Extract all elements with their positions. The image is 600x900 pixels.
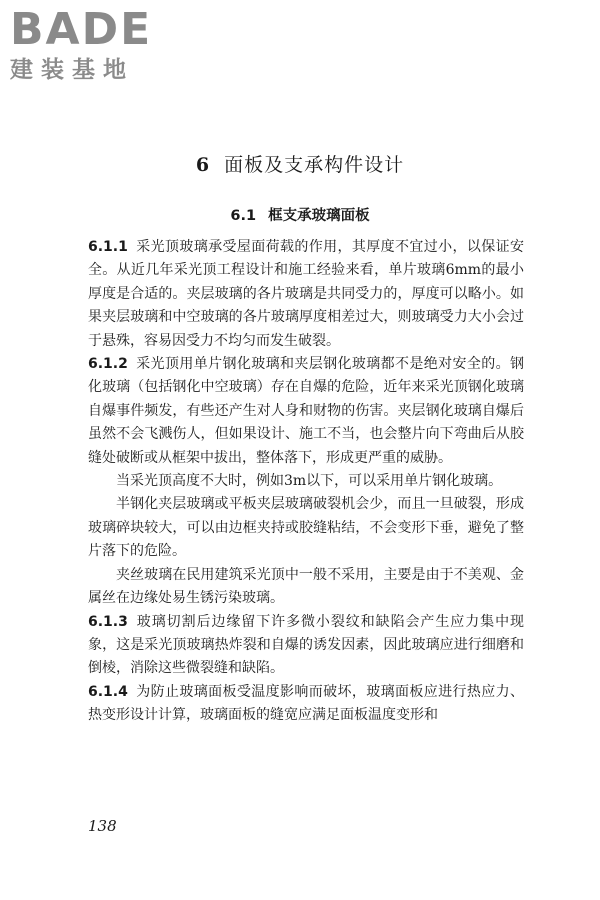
paragraph-text: 采光顶玻璃承受屋面荷载的作用，其厚度不宜过小，以保证安全。从近几年采光顶工程设计和施工经验来看，单片玻璃6mm的最小厚度是合适的。夹层玻璃的各片玻璃是共同受力的，厚度可以略小。如果夹层玻璃和中空玻璃的各片玻璃厚度相差过大，则玻璃受力大小会过于悬殊，容易因受力不均匀而发生破裂。 — [88, 239, 524, 349]
section-number: 6.1 — [230, 208, 257, 224]
paragraph-text: 玻璃切割后边缘留下许多微小裂纹和缺陷会产生应力集中现象，这是采光顶玻璃热炸裂和自爆的诱发因素，因此玻璃应进行细磨和倒棱，消除这些微裂缝和缺陷。 — [88, 613, 524, 677]
section-title-text: 框支承玻璃面板 — [268, 208, 370, 224]
clause-number: 6.1.2 — [88, 356, 128, 373]
section-title — [0, 204, 600, 225]
paragraph-text: 当采光顶高度不大时，例如3m以下，可以采用单片钢化玻璃。 — [116, 473, 503, 490]
chapter-title — [0, 150, 600, 177]
logo-wordmark: BADE — [10, 4, 153, 55]
paragraph — [88, 493, 524, 563]
clause-number: 6.1.3 — [88, 613, 128, 630]
paragraph-text: 为防止玻璃面板受温度影响而破坏，玻璃面板应进行热应力、热变形设计计算，玻璃面板的缝宽应满足面板温度变形和 — [88, 683, 524, 724]
chapter-title-text: 面板及支承构件设计 — [224, 154, 405, 176]
paragraph-6-1-3 — [88, 611, 524, 681]
page-number: 138 — [88, 817, 117, 835]
paragraph-6-1-1 — [88, 236, 524, 353]
paragraph-6-1-4 — [88, 681, 524, 728]
paragraph-text: 夹丝玻璃在民用建筑采光顶中一般不采用，主要是由于不美观、金属丝在边缘处易生锈污染玻璃。 — [88, 566, 524, 607]
paragraph-text: 半钢化夹层玻璃或平板夹层玻璃破裂机会少，而且一旦破裂，形成玻璃碎块较大，可以由边框夹持或胶缝粘结，不会变形下垂，避免了整片落下的危险。 — [88, 496, 524, 560]
body-text — [88, 236, 524, 728]
paragraph-6-1-2 — [88, 353, 524, 470]
chapter-number: 6 — [195, 154, 211, 176]
logo-subtitle: 建装基地 — [10, 57, 134, 83]
clause-number: 6.1.1 — [88, 239, 128, 255]
clause-number: 6.1.4 — [88, 683, 128, 700]
paragraph — [88, 564, 524, 611]
logo — [10, 6, 180, 84]
paragraph-text: 采光顶用单片钢化玻璃和夹层钢化玻璃都不是绝对安全的。钢化玻璃（包括钢化中空玻璃）存在自爆的危险，近年来采光顶钢化玻璃自爆事件频发，有些还产生对人身和财物的伤害。夹层钢化玻璃自爆后虽然不会飞溅伤人，但如果设计、施工不当，也会整片向下弯曲后从胶缝处破断或从框架中拔出，整体落下，形成更严重的威胁。 — [88, 356, 524, 466]
paragraph — [88, 470, 524, 493]
